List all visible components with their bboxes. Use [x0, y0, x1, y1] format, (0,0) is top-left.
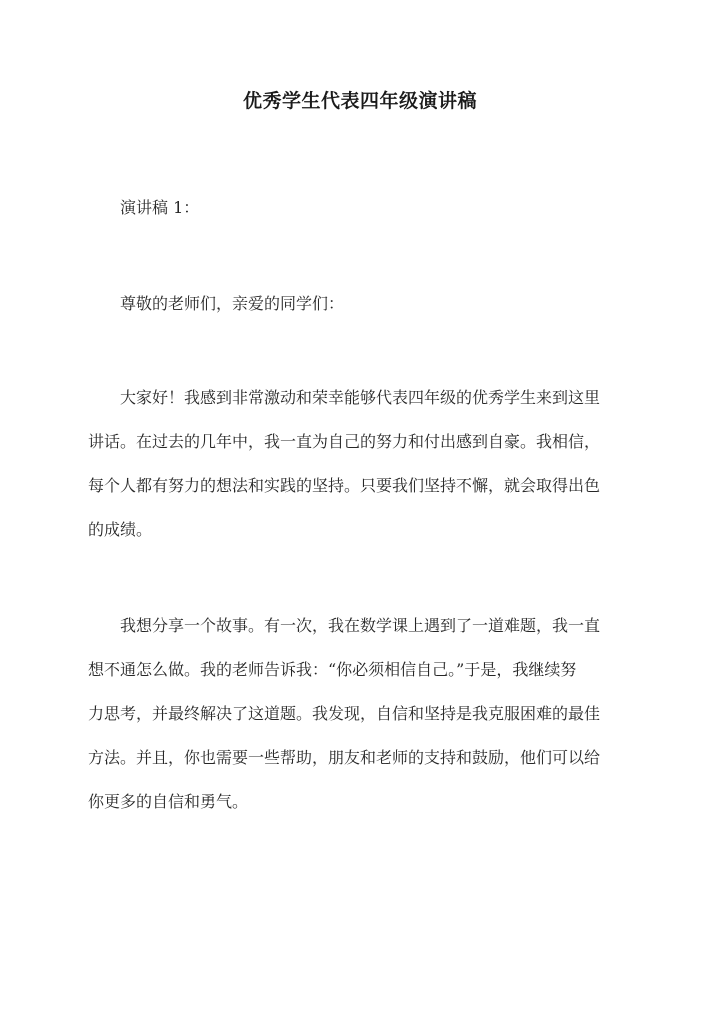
paragraph-2-line: 方法。并且，你也需要一些帮助，朋友和老师的支持和鼓励，他们可以给 [88, 748, 601, 767]
paragraph-1-line: 讲话。在过去的几年中，我一直为自己的努力和付出感到自豪。我相信， [88, 432, 601, 451]
paragraph-1-line: 每个人都有努力的想法和实践的坚持。只要我们坚持不懈，就会取得出色 [88, 476, 601, 495]
document-title: 优秀学生代表四年级演讲稿 [242, 90, 477, 112]
speech-heading: 演讲稿 1： [120, 198, 200, 217]
paragraph-2-line: 我想分享一个故事。有一次，我在数学课上遇到了一道难题，我一直 [120, 616, 601, 635]
paragraph-1-line: 大家好！我感到非常激动和荣幸能够代表四年级的优秀学生来到这里 [120, 388, 601, 407]
paragraph-2-line: 想不通怎么做。我的老师告诉我：“你必须相信自己。”于是，我继续努 [88, 660, 577, 679]
greeting-line: 尊敬的老师们，亲爱的同学们： [120, 294, 345, 313]
paragraph-2-line: 你更多的自信和勇气。 [88, 792, 249, 811]
paragraph-2-line: 力思考，并最终解决了这道题。我发现，自信和坚持是我克服困难的最佳 [88, 704, 601, 723]
paragraph-1-line: 的成绩。 [88, 520, 153, 539]
